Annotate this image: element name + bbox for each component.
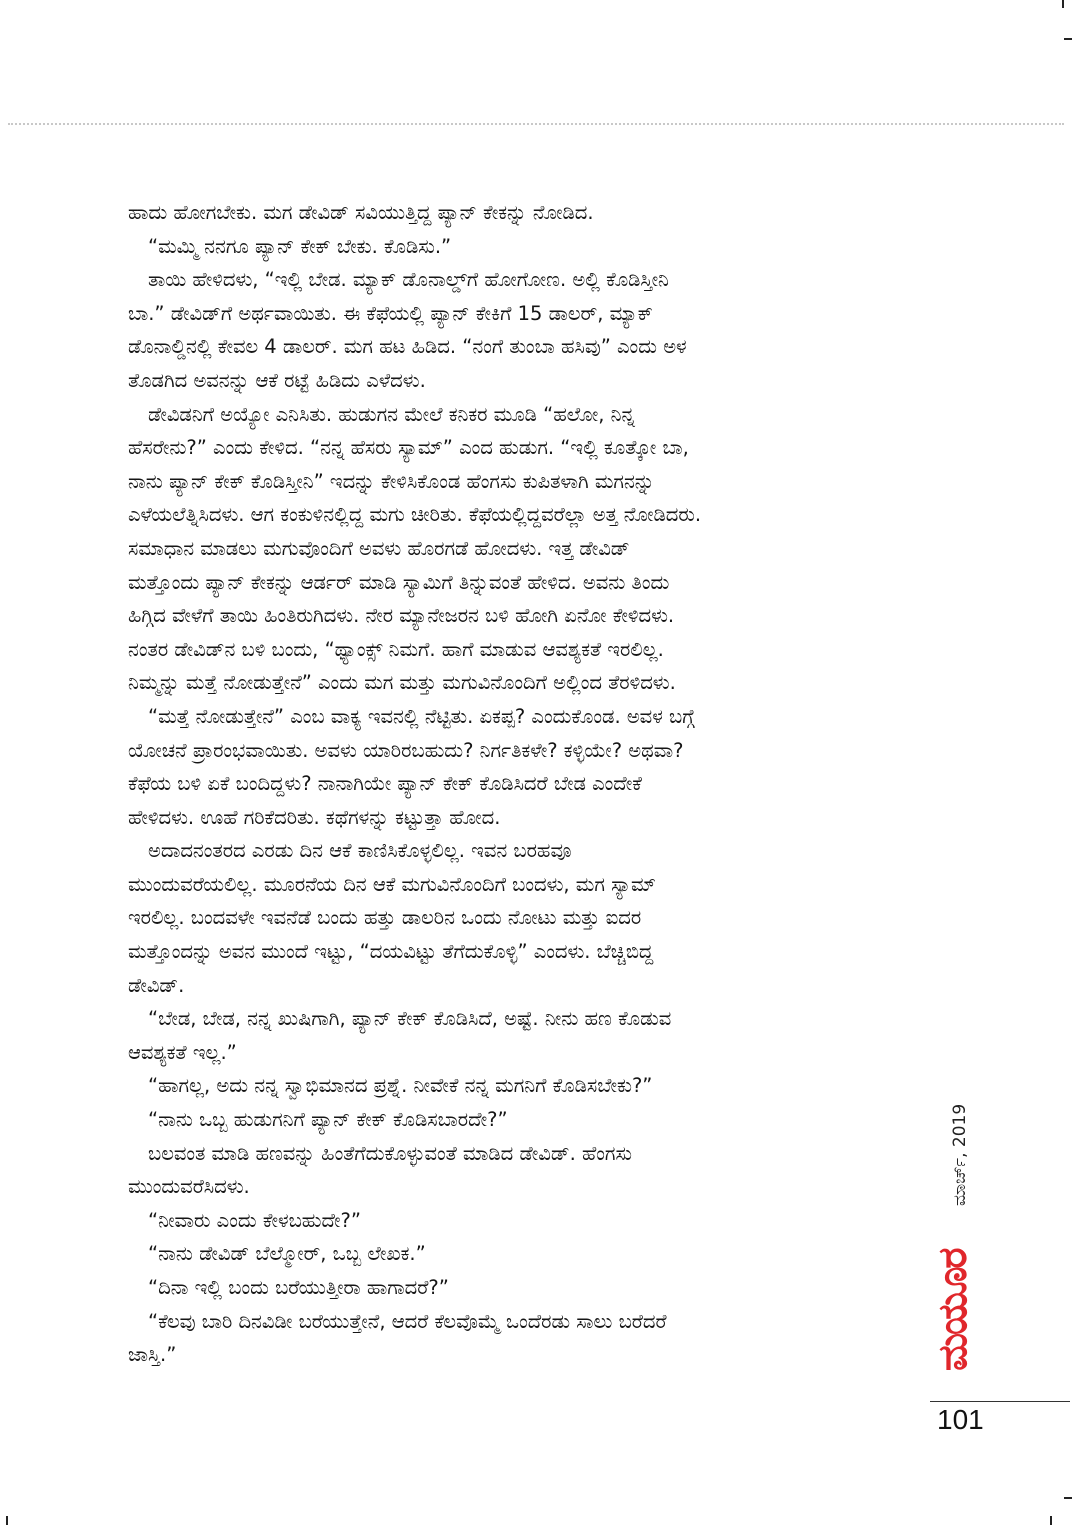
text-line: ನಿಮ್ಮನ್ನು ಮತ್ತೆ ನೋಡುತ್ತೇನೆ” ಎಂದು ಮಗ ಮತ್ತು ಮಗುವಿನೊಂದಿಗೆ ಅಲ್ಲಿಂದ ತೆರಳಿದಳು. bbox=[128, 671, 676, 695]
article-body bbox=[128, 196, 898, 1372]
page-number: 101 bbox=[937, 1404, 984, 1435]
magazine-logo: ಮಯೂರ bbox=[930, 1249, 976, 1371]
text-line: “ಹಾಗಲ್ಲ, ಅದು ನನ್ನ ಸ್ವಾಭಿಮಾನದ ಪ್ರಶ್ನೆ. ನೀವೇಕೆ ನನ್ನ ಮಗನಿಗೆ ಕೊಡಿಸಬೇಕು?” bbox=[148, 1074, 653, 1098]
text-line: ಜಾಸ್ತಿ.” bbox=[128, 1343, 177, 1367]
folio-rule bbox=[930, 1401, 1070, 1402]
crop-mark-right-top bbox=[1064, 38, 1072, 40]
crop-mark-top bbox=[1062, 0, 1064, 8]
text-line: ಹಾದು ಹೋಗಬೇಕು. ಮಗ ಡೇವಿಡ್ ಸವಿಯುತ್ತಿದ್ದ ಪ್ಯಾನ್ ಕೇಕನ್ನು ನೋಡಿದ. bbox=[128, 201, 594, 224]
text-line: ಆವಶ್ಯಕತೆ ಇಲ್ಲ.” bbox=[128, 1040, 237, 1064]
header-dotted-rule bbox=[8, 123, 1064, 125]
text-line: “ದಿನಾ ಇಲ್ಲಿ ಬಂದು ಬರೆಯುತ್ತೀರಾ ಹಾಗಾದರೆ?” bbox=[148, 1276, 449, 1299]
text-line: ಹೆಸರೇನು?” ಎಂದು ಕೇಳಿದ. “ನನ್ನ ಹೆಸರು ಸ್ಯಾಮ್” ಎಂದ ಹುಡುಗ. “ಇಲ್ಲಿ ಕೂತ್ಕೋ ಬಾ, bbox=[128, 436, 689, 460]
text-line: ಎಳೆಯಲೆತ್ನಿಸಿದಳು. ಆಗ ಕಂಕುಳಿನಲ್ಲಿದ್ದ ಮಗು ಚೀರಿತು. ಕೆಫೆಯಲ್ಲಿದ್ದವರೆಲ್ಲಾ ಅತ್ತ ನೋಡಿದರು. bbox=[128, 503, 702, 527]
crop-mark-right-bottom bbox=[1064, 1497, 1072, 1499]
text-line: ಹಿಗ್ಗಿದ ವೇಳೆಗೆ ತಾಯಿ ಹಿಂತಿರುಗಿದಳು. ನೇರ ಮ್ಯಾನೇಜರನ ಬಳಿ ಹೋಗಿ ಏನೋ ಕೇಳಿದಳು. bbox=[128, 604, 675, 628]
text-line: ಬಲವಂತ ಮಾಡಿ ಹಣವನ್ನು ಹಿಂತೆಗೆದುಕೊಳ್ಳುವಂತೆ ಮಾಡಿದ ಡೇವಿಡ್. ಹೆಂಗಸು bbox=[148, 1141, 633, 1165]
text-line: ಡೊನಾಲ್ಡಿನಲ್ಲಿ ಕೇವಲ 4 ಡಾಲರ್. ಮಗ ಹಟ ಹಿಡಿದ. “ನಂಗೆ ತುಂಬಾ ಹಸಿವು” ಎಂದು ಅಳ bbox=[128, 335, 687, 359]
text-line: “ಮಮ್ಮಿ ನನಗೂ ಪ್ಯಾನ್ ಕೇಕ್ ಬೇಕು. ಕೊಡಿಸು.” bbox=[148, 234, 452, 258]
text-line: ತಾಯಿ ಹೇಳಿದಳು, “ಇಲ್ಲಿ ಬೇಡ. ಮ್ಯಾಕ್ ಡೊನಾಲ್ಡ್‌ಗೆ ಹೋಗೋಣ. ಅಲ್ಲಿ ಕೊಡಿಸ್ತೀನಿ bbox=[148, 268, 669, 292]
text-line: ಮತ್ತೊಂದು ಪ್ಯಾನ್ ಕೇಕನ್ನು ಆರ್ಡರ್ ಮಾಡಿ ಸ್ಯಾಮಿಗೆ ತಿನ್ನುವಂತೆ ಹೇಳಿದ. ಅವನು ತಿಂದು bbox=[128, 570, 670, 594]
text-line: ಕೆಫೆಯ ಬಳಿ ಏಕೆ ಬಂದಿದ್ದಳು? ನಾನಾಗಿಯೇ ಪ್ಯಾನ್ ಕೇಕ್ ಕೊಡಿಸಿದರೆ ಬೇಡ ಎಂದೇಕೆ bbox=[128, 772, 642, 796]
text-line: ಮುಂದುವರೆಸಿದಳು. bbox=[128, 1175, 250, 1199]
text-line: ಹೇಳಿದಳು. ಊಹೆ ಗರಿಕೆದರಿತು. ಕಥೆಗಳನ್ನು ಕಟ್ಟುತ್ತಾ ಹೋದ. bbox=[128, 805, 501, 829]
text-line: “ನಾನು ಒಬ್ಬ ಹುಡುಗನಿಗೆ ಪ್ಯಾನ್ ಕೇಕ್ ಕೊಡಿಸಬಾರದೇ?” bbox=[148, 1108, 508, 1132]
text-line: ಯೋಚನೆ ಪ್ರಾರಂಭವಾಯಿತು. ಅವಳು ಯಾರಿರಬಹುದು? ನಿರ್ಗತಿಕಳೇ? ಕಳ್ಳಿಯೇ? ಅಥವಾ? bbox=[128, 738, 684, 762]
text-line: ನಾನು ಪ್ಯಾನ್ ಕೇಕ್ ಕೊಡಿಸ್ತೀನಿ” ಇದನ್ನು ಕೇಳಿಸಿಕೊಂಡ ಹೆಂಗಸು ಕುಪಿತಳಾಗಿ ಮಗನನ್ನು bbox=[128, 469, 655, 493]
text-line: ತೊಡಗಿದ ಅವನನ್ನು ಆಕೆ ರಟ್ಟೆ ಹಿಡಿದು ಎಳೆದಳು. bbox=[128, 368, 426, 392]
text-line: “ಬೇಡ, ಬೇಡ, ನನ್ನ ಖುಷಿಗಾಗಿ, ಪ್ಯಾನ್ ಕೇಕ್ ಕೊಡಿಸಿದೆ, ಅಷ್ಟೆ. ನೀನು ಹಣ ಕೊಡುವ bbox=[148, 1007, 672, 1031]
text-line: “ಮತ್ತೆ ನೋಡುತ್ತೇನೆ” ಎಂಬ ವಾಕ್ಯ ಇವನಲ್ಲಿ ನೆಟ್ಟಿತು. ಏಕಪ್ಪ? ಎಂದುಕೊಂಡ. ಅವಳ ಬಗ್ಗೆ bbox=[148, 704, 695, 728]
text-line: “ನಾನು ಡೇವಿಡ್ ಬೆಲ್ಮೋರ್, ಒಬ್ಬ ಲೇಖಕ.” bbox=[148, 1242, 426, 1266]
text-line: ಮತ್ತೊಂದನ್ನು ಅವನ ಮುಂದೆ ಇಟ್ಟು, “ದಯವಿಟ್ಟು ತೆಗೆದುಕೊಳ್ಳಿ” ಎಂದಳು. ಬೆಚ್ಚಿಬಿದ್ದ bbox=[128, 940, 654, 964]
text-line: ಇರಲಿಲ್ಲ. ಬಂದವಳೇ ಇವನೆಡೆ ಬಂದು ಹತ್ತು ಡಾಲರಿನ ಒಂದು ನೋಟು ಮತ್ತು ಐದರ bbox=[128, 906, 642, 930]
text-line: ಅದಾದನಂತರದ ಎರಡು ದಿನ ಆಕೆ ಕಾಣಿಸಿಕೊಳ್ಳಲಿಲ್ಲ. ಇವನ ಬರಹವೂ bbox=[148, 839, 572, 863]
crop-mark-left-bottom bbox=[6, 1516, 8, 1525]
text-line: ನಂತರ ಡೇವಿಡ್‌ನ ಬಳಿ ಬಂದು, “ಥ್ಯಾಂಕ್ಸ್ ನಿಮಗೆ. ಹಾಗೆ ಮಾಡುವ ಆವಶ್ಯಕತೆ ಇರಲಿಲ್ಲ. bbox=[128, 637, 664, 661]
text-line: “ನೀವಾರು ಎಂದು ಕೇಳಬಹುದೇ?” bbox=[148, 1208, 361, 1232]
issue-date: ಮಾರ್ಚ್, 2019 bbox=[950, 1103, 970, 1207]
text-line: ಡೇವಿಡನಿಗೆ ಅಯ್ಯೋ ಎನಿಸಿತು. ಹುಡುಗನ ಮೇಲೆ ಕನಿಕರ ಮೂಡಿ “ಹಲೋ, ನಿನ್ನ bbox=[148, 402, 635, 426]
text-line: ಬಾ.” ಡೇವಿಡ್‌ಗೆ ಅರ್ಥವಾಯಿತು. ಈ ಕೆಫೆಯಲ್ಲಿ ಪ್ಯಾನ್ ಕೇಕಿಗೆ 15 ಡಾಲರ್, ಮ್ಯಾಕ್ bbox=[128, 301, 653, 325]
text-line: ಡೇವಿಡ್. bbox=[128, 973, 185, 997]
text-line: ಮುಂದುವರೆಯಲಿಲ್ಲ. ಮೂರನೆಯ ದಿನ ಆಕೆ ಮಗುವಿನೊಂದಿಗೆ ಬಂದಳು, ಮಗ ಸ್ಯಾಮ್ bbox=[128, 872, 656, 896]
text-line: ಸಮಾಧಾನ ಮಾಡಲು ಮಗುವೊಂದಿಗೆ ಅವಳು ಹೊರಗಡೆ ಹೋದಳು. ಇತ್ತ ಡೇವಿಡ್ bbox=[128, 536, 630, 560]
text-line: “ಕೆಲವು ಬಾರಿ ದಿನವಿಡೀ ಬರೆಯುತ್ತೇನೆ, ಆದರೆ ಕೆಲವೊಮ್ಮೆ ಒಂದೆರಡು ಸಾಲು ಬರೆದರೆ bbox=[148, 1309, 667, 1333]
crop-mark-bottom bbox=[1050, 1516, 1052, 1525]
